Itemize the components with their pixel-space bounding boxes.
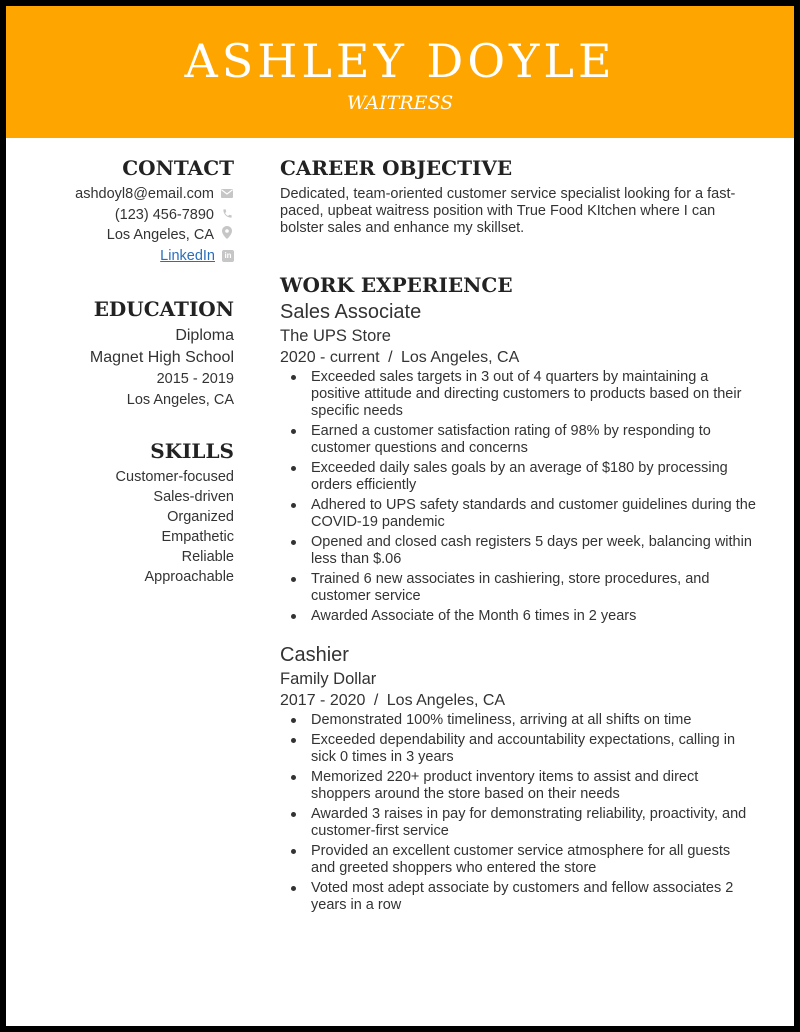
experience-section (280, 271, 756, 914)
bullet-item: Awarded Associate of the Month 6 times in 2 years (311, 608, 756, 625)
job-bullets (280, 712, 756, 914)
bullet-item: Trained 6 new associates in cashiering, store procedures, and customer service (311, 571, 756, 605)
objective-title: CAREER OBJECTIVE (280, 156, 513, 180)
contact-phone-row (36, 205, 234, 226)
skill-item: Organized (167, 509, 234, 526)
bullet-item: Exceeded dependability and accountability expectations, calling in sick 0 times in 3 years (311, 732, 756, 766)
job-entry (280, 299, 756, 625)
contact-title: CONTACT (122, 156, 234, 180)
bullet-item: Awarded 3 raises in pay for demonstrating reliability, proactivity, and customer-first service (311, 806, 756, 840)
job-dates-location (280, 347, 756, 369)
education-title: EDUCATION (93, 297, 234, 322)
bullet-item: Voted most adept associate by customers and fellow associates 2 years in a row (311, 880, 756, 914)
job-entry (280, 642, 756, 914)
bullet-item: Earned a customer satisfaction rating of 98% by responding to customer questions and concerns (311, 423, 756, 457)
education-years: 2015 - 2019 (156, 371, 234, 388)
education-section (36, 295, 234, 410)
job-location: Los Angeles, CA (386, 692, 506, 709)
skill-item: Approachable (144, 569, 234, 586)
job-dates: 2017 - 2020 (280, 692, 366, 709)
bullet-item: Exceeded sales targets in 3 out of 4 quarters by maintaining a positive attitude and directing customers to products based on their specific needs (311, 369, 756, 420)
skill-item: Empathetic (161, 529, 234, 546)
contact-section (36, 154, 234, 266)
skills-section (36, 437, 234, 587)
education-school: Magnet High School (89, 349, 234, 367)
job-company: The UPS Store (280, 327, 391, 345)
candidate-name: ASHLEY DOYLE (184, 34, 616, 88)
bullet-item: Exceeded daily sales goals by an average of $180 by processing orders efficiently (311, 460, 756, 494)
job-company: Family Dollar (280, 670, 377, 688)
objective-section (280, 154, 756, 237)
job-dates: 2020 - current (280, 349, 380, 366)
job-bullets (280, 369, 756, 625)
contact-email[interactable]: ashdoyl8@email.com (75, 186, 214, 203)
job-separator: / (388, 349, 393, 366)
resume-page (6, 6, 794, 1026)
skill-item: Reliable (181, 549, 234, 566)
contact-location-row (36, 225, 234, 246)
job-dates-location (280, 690, 756, 712)
job-title: Cashier (280, 644, 349, 666)
linkedin-icon: in (222, 250, 234, 262)
job-separator: / (373, 692, 379, 709)
linkedin-link[interactable]: LinkedIn (160, 247, 215, 264)
bullet-item: Demonstrated 100% timeliness, arriving at all shifts on time (311, 712, 756, 729)
experience-title: WORK EXPERIENCE (280, 273, 513, 297)
education-degree: Diploma (175, 327, 234, 345)
bullet-item: Memorized 220+ product inventory items to assist and direct shoppers around the store based on their needs (311, 769, 756, 803)
right-column (280, 154, 756, 917)
bullet-item: Opened and closed cash registers 5 days per week, balancing within less than $.06 (311, 534, 756, 568)
skill-item: Customer-focused (115, 469, 234, 486)
objective-text: Dedicated, team-oriented customer service specialist looking for a fast-paced, upbeat waitress position with True Food KItchen where I can bolster sales and enhance my skillset. (280, 186, 736, 236)
envelope-icon (220, 184, 234, 205)
contact-phone[interactable]: (123) 456-7890 (114, 206, 214, 223)
left-column (36, 154, 234, 587)
job-location: Los Angeles, CA (400, 349, 520, 366)
job-title: Sales Associate (280, 301, 422, 323)
bullet-item: Provided an excellent customer service atmosphere for all guests and greeted shoppers who entered the store (311, 843, 756, 877)
contact-location: Los Angeles, CA (106, 227, 214, 244)
skill-item: Sales-driven (153, 489, 234, 506)
phone-icon (220, 205, 234, 226)
map-pin-icon (220, 225, 234, 246)
skills-title: SKILLS (150, 439, 234, 464)
candidate-role: WAITRESS (346, 92, 454, 114)
education-location: Los Angeles, CA (126, 391, 234, 408)
resume-header (6, 6, 794, 138)
contact-email-row (36, 184, 234, 205)
contact-linkedin-row (36, 246, 234, 267)
bullet-item: Adhered to UPS safety standards and customer guidelines during the COVID-19 pandemic (311, 497, 756, 530)
